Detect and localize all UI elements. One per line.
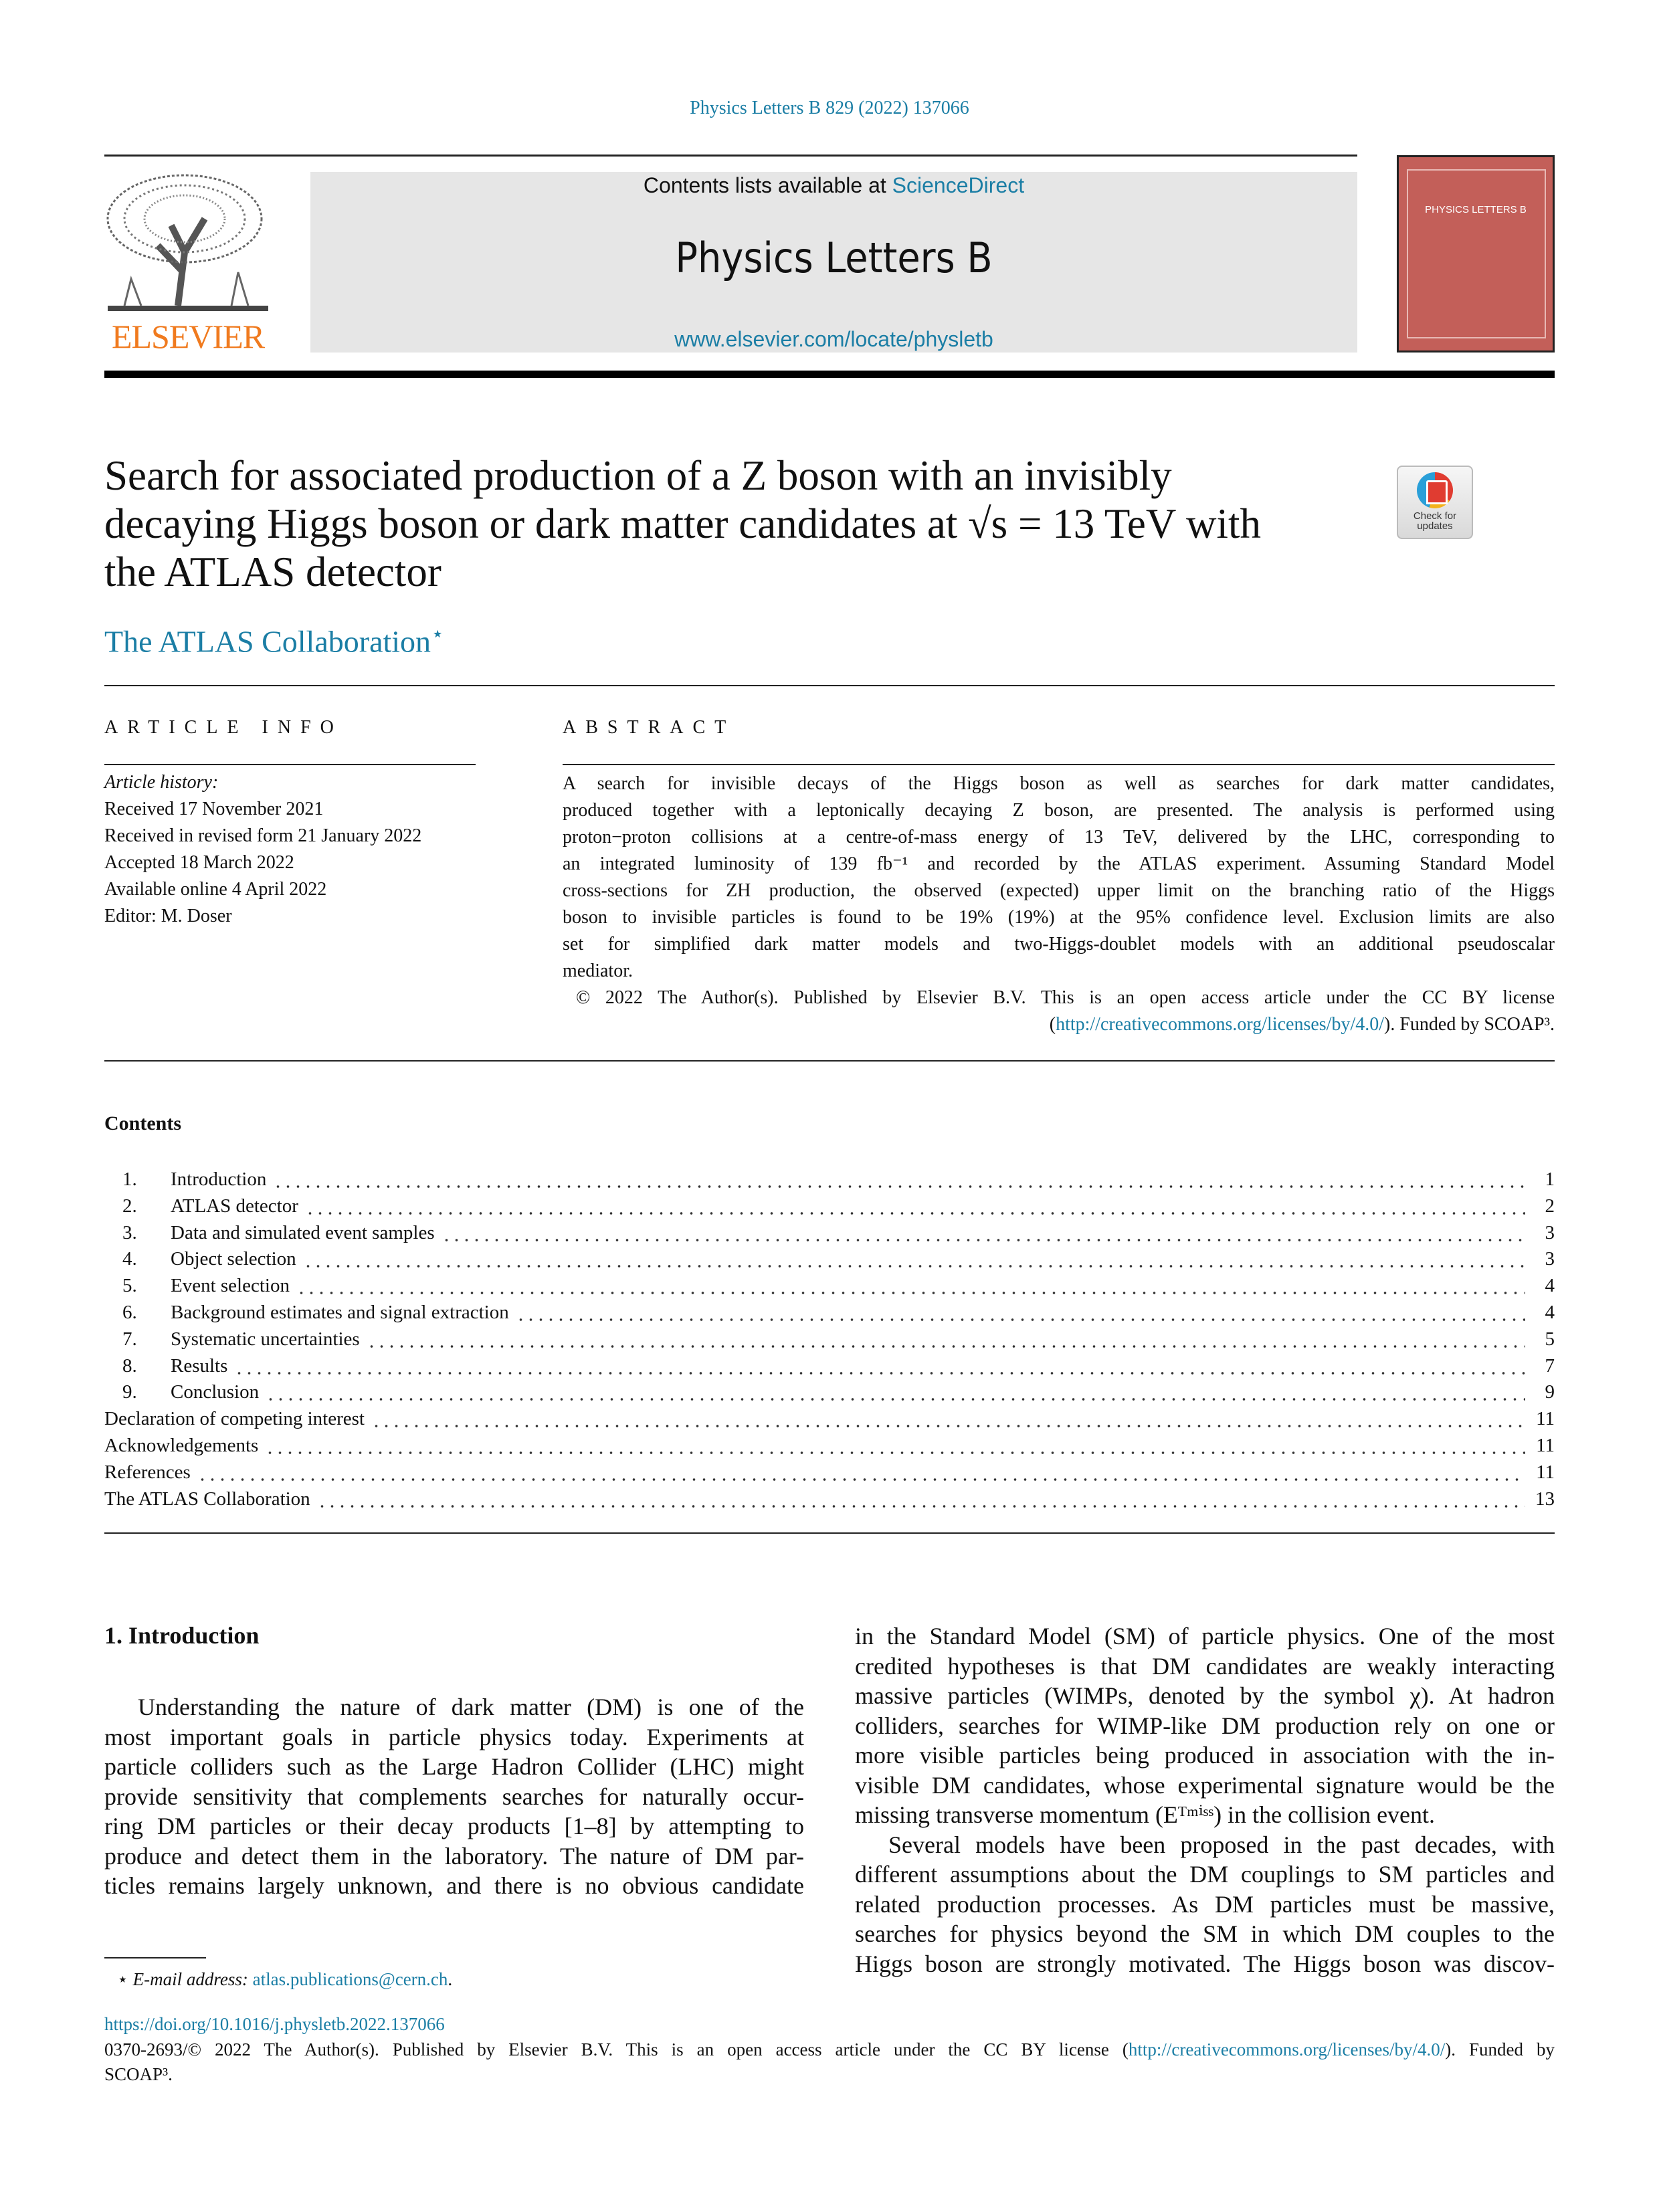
- abstract-copyright: © 2022 The Author(s). Published by Elsevier B.V. This is an open access article under the CC BY license: [576, 987, 1555, 1008]
- body-line: provide sensitivity that complements searches for naturally occur-: [104, 1783, 804, 1810]
- history-line: Available online 4 April 2022: [104, 879, 327, 900]
- toc-number: 2.: [122, 1195, 137, 1217]
- cover-title: PHYSICS LETTERS B: [1425, 204, 1527, 215]
- contents-heading: Contents: [104, 1112, 182, 1134]
- article-info-rule: [104, 764, 476, 765]
- author[interactable]: [104, 621, 444, 659]
- toc-entry[interactable]: [104, 1379, 1555, 1405]
- author-name[interactable]: The ATLAS Collaboration: [104, 624, 431, 659]
- toc-entry[interactable]: [104, 1245, 1555, 1272]
- abstract-line: A search for invisible decays of the Higgs boson as well as searches for dark matter candidates,: [563, 773, 1555, 794]
- body-line: Understanding the nature of dark matter (DM) is one of the: [138, 1694, 804, 1720]
- toc-number: 3.: [122, 1221, 137, 1243]
- body-line: related production processes. As DM particles must be massive,: [855, 1890, 1555, 1918]
- toc-number: 7.: [122, 1328, 137, 1350]
- article-history: [104, 769, 476, 930]
- toc-dot-leader: [197, 1459, 1525, 1486]
- toc-entry[interactable]: [104, 1219, 1555, 1246]
- toc-label[interactable]: Event selection: [171, 1275, 290, 1297]
- body-line: missing transverse momentum (Eᵀᵐⁱˢˢ) in the collision event.: [855, 1801, 1436, 1828]
- toc-entry[interactable]: [104, 1486, 1555, 1512]
- toc-entry[interactable]: [104, 1299, 1555, 1326]
- introduction-heading: 1. Introduction: [104, 1622, 260, 1649]
- toc-dot-leader: [442, 1219, 1525, 1246]
- history-label: Article history:: [104, 772, 219, 793]
- toc-label[interactable]: Declaration of competing interest: [104, 1408, 365, 1430]
- abstract-line: set for simplified dark matter models and two-Higgs-doublet models with an additional pseudoscalar: [563, 934, 1555, 954]
- toc-page[interactable]: 3: [1545, 1221, 1555, 1243]
- header-thick-rule: [104, 371, 1555, 378]
- body-line: visible DM candidates, whose experimental signature would be the: [855, 1771, 1555, 1799]
- footnote-mark: ⋆: [117, 1969, 128, 1989]
- toc-number: 4.: [122, 1248, 137, 1270]
- toc-label[interactable]: Introduction: [171, 1169, 267, 1190]
- body-line: ring DM particles or their decay products [1–8] by attempting to: [104, 1813, 804, 1839]
- body-line: produce and detect them in the laboratory. The nature of DM par-: [104, 1842, 804, 1870]
- toc-dot-leader: [266, 1379, 1525, 1405]
- email-label: E-mail address:: [132, 1969, 248, 1989]
- footnote-rule: [104, 1957, 206, 1958]
- intro-right-column: [855, 1621, 1555, 1979]
- title-line: Search for associated production of a Z boson with an invisibly: [104, 452, 1172, 499]
- toc-entry[interactable]: [104, 1432, 1555, 1459]
- info-rule: [104, 685, 1555, 686]
- abstract-rule: [563, 764, 1555, 765]
- sciencedirect-link[interactable]: ScienceDirect: [892, 173, 1025, 197]
- body-line: particle colliders such as the Large Hadron Collider (LHC) might: [104, 1753, 804, 1780]
- body-line: more visible particles being produced in association with the in-: [855, 1742, 1555, 1769]
- bookmark-icon: [1417, 472, 1453, 508]
- toc-dot-leader: [234, 1352, 1525, 1379]
- toc-page[interactable]: 13: [1535, 1488, 1555, 1510]
- funding-note: ). Funded by SCOAP³.: [1384, 1014, 1555, 1035]
- toc-dot-leader: [516, 1299, 1525, 1326]
- toc-entry[interactable]: [104, 1166, 1555, 1193]
- contents-available: [310, 172, 1357, 199]
- body-line: credited hypotheses is that DM candidates are weakly interacting: [855, 1652, 1555, 1680]
- elsevier-logo[interactable]: [104, 172, 272, 356]
- toc-entry[interactable]: [104, 1405, 1555, 1432]
- abstract-body: [563, 771, 1555, 1038]
- title-line: decaying Higgs boson or dark matter candidates at √s = 13 TeV with: [104, 500, 1261, 547]
- copyright-text: 0370-2693/© 2022 The Author(s). Published by Elsevier B.V. This is an open access article under the CC BY license (: [104, 2039, 1129, 2059]
- contents-bottom-rule: [104, 1532, 1555, 1534]
- toc-label[interactable]: References: [104, 1461, 191, 1483]
- toc-page[interactable]: 9: [1545, 1381, 1555, 1403]
- toc-number: 6.: [122, 1302, 137, 1323]
- toc-label[interactable]: ATLAS detector: [171, 1195, 298, 1217]
- abstract-bottom-rule: [104, 1060, 1555, 1062]
- toc-dot-leader: [317, 1486, 1525, 1512]
- body-line: Several models have been proposed in the past decades, with: [888, 1831, 1555, 1858]
- footer-scoap: SCOAP³.: [104, 2064, 173, 2084]
- toc-dot-leader: [265, 1432, 1525, 1459]
- toc-entry[interactable]: [104, 1459, 1555, 1486]
- email-link[interactable]: atlas.publications@cern.ch: [252, 1969, 448, 1989]
- toc-label[interactable]: Systematic uncertainties: [171, 1328, 360, 1350]
- contents-prefix: Contents lists available at: [643, 173, 892, 197]
- toc-label[interactable]: Data and simulated event samples: [171, 1221, 435, 1243]
- toc-dot-leader: [273, 1166, 1525, 1193]
- funded-by: ). Funded by: [1445, 2039, 1555, 2059]
- toc-label[interactable]: The ATLAS Collaboration: [104, 1488, 310, 1510]
- toc-page[interactable]: 11: [1536, 1461, 1555, 1483]
- toc-dot-leader: [367, 1326, 1525, 1352]
- article-title: [104, 451, 1375, 596]
- body-line: massive particles (WIMPs, denoted by the symbol χ). At hadron: [855, 1682, 1555, 1709]
- toc-page[interactable]: 2: [1545, 1195, 1555, 1217]
- journal-cover[interactable]: [1397, 155, 1555, 353]
- toc-label[interactable]: Object selection: [171, 1248, 296, 1270]
- tree-icon: [104, 172, 272, 316]
- toc-label[interactable]: Results: [171, 1354, 228, 1377]
- body-line: most important goals in particle physics today. Experiments at: [104, 1723, 804, 1750]
- body-line: in the Standard Model (SM) of particle physics. One of the most: [855, 1623, 1555, 1649]
- toc-entry[interactable]: [104, 1272, 1555, 1299]
- toc-entry[interactable]: [104, 1193, 1555, 1219]
- history-line: Received in revised form 21 January 2022: [104, 825, 422, 846]
- elsevier-wordmark: ELSEVIER: [111, 318, 265, 355]
- toc-page[interactable]: 4: [1545, 1275, 1555, 1297]
- toc-label[interactable]: Conclusion: [171, 1381, 260, 1403]
- abstract-line: cross-sections for ZH production, the observed (expected) upper limit on the branching ratio of the Higgs: [563, 880, 1555, 901]
- toc-label[interactable]: Background estimates and signal extraction: [171, 1302, 509, 1323]
- article-info-heading: ARTICLE INFO: [104, 717, 343, 738]
- toc-page[interactable]: 5: [1545, 1328, 1555, 1350]
- toc-number: 8.: [122, 1354, 137, 1377]
- header-rule: [104, 155, 1357, 157]
- toc-number: 5.: [122, 1275, 137, 1297]
- journal-banner: [310, 172, 1357, 353]
- history-line: Received 17 November 2021: [104, 799, 324, 819]
- toc-entry[interactable]: [104, 1352, 1555, 1379]
- abstract-heading: ABSTRACT: [563, 717, 736, 738]
- journal-citation[interactable]: Physics Letters B 829 (2022) 137066: [690, 98, 969, 118]
- toc-dot-leader: [305, 1193, 1525, 1219]
- check-for-updates-button[interactable]: [1397, 466, 1473, 539]
- footer-license-link[interactable]: http://creativecommons.org/licenses/by/4.0/: [1128, 2039, 1446, 2059]
- footnote: [117, 1967, 452, 1992]
- body-line: Higgs boson are strongly motivated. The Higgs boson was discov-: [855, 1950, 1555, 1977]
- abstract-line: mediator.: [563, 961, 633, 981]
- toc-dot-leader: [296, 1272, 1525, 1299]
- toc-entry[interactable]: [104, 1326, 1555, 1352]
- intro-left-column: [104, 1692, 804, 1901]
- author-footnote-mark[interactable]: ⋆: [431, 621, 445, 645]
- license-link[interactable]: http://creativecommons.org/licenses/by/4.0/: [1056, 1014, 1385, 1035]
- toc-number: 9.: [122, 1381, 137, 1403]
- toc-dot-leader: [371, 1405, 1525, 1432]
- history-line: Accepted 18 March 2022: [104, 852, 294, 873]
- check-updates-label: Check for updates: [1413, 510, 1457, 532]
- toc-label[interactable]: Acknowledgements: [104, 1435, 259, 1456]
- body-line: ticles remains largely unknown, and there is no obvious candidate: [104, 1872, 804, 1899]
- abstract-line: produced together with a leptonically decaying Z boson, are presented. The analysis is performed using: [563, 800, 1555, 821]
- body-line: different assumptions about the DM couplings to SM particles and: [855, 1861, 1555, 1888]
- abstract-line: proton−proton collisions at a centre-of-mass energy of 13 TeV, delivered by the LHC, corresponding to: [563, 827, 1555, 847]
- body-line: colliders, searches for WIMP-like DM production rely on one or: [855, 1712, 1555, 1739]
- footer-copyright: [104, 2037, 1555, 2062]
- history-line: Editor: M. Doser: [104, 906, 232, 926]
- body-line: searches for physics beyond the SM in which DM couples to the: [855, 1920, 1555, 1947]
- title-line: the ATLAS detector: [104, 548, 442, 595]
- abstract-license: [563, 1011, 1555, 1038]
- toc-page[interactable]: 4: [1545, 1302, 1555, 1323]
- cover-frame: [1407, 169, 1546, 338]
- paren: (: [1049, 1014, 1056, 1035]
- toc-page[interactable]: 3: [1545, 1248, 1555, 1270]
- journal-title: Physics Letters B: [675, 233, 993, 282]
- doi-link[interactable]: https://doi.org/10.1016/j.physletb.2022.137066: [104, 2014, 445, 2034]
- period: .: [448, 1969, 453, 1989]
- toc-page[interactable]: 11: [1536, 1435, 1555, 1456]
- abstract-line: boson to invisible particles is found to be 19% (19%) at the 95% confidence level. Exclusion limits are also: [563, 907, 1555, 928]
- journal-url-link[interactable]: www.elsevier.com/locate/physletb: [674, 327, 993, 351]
- toc-page[interactable]: 7: [1545, 1354, 1555, 1377]
- abstract-line: an integrated luminosity of 139 fb⁻¹ and recorded by the ATLAS experiment. Assuming Standard Model: [563, 853, 1555, 874]
- toc-page[interactable]: 1: [1545, 1169, 1555, 1190]
- toc-dot-leader: [303, 1245, 1525, 1272]
- toc-page[interactable]: 11: [1536, 1408, 1555, 1430]
- toc-number: 1.: [122, 1169, 137, 1190]
